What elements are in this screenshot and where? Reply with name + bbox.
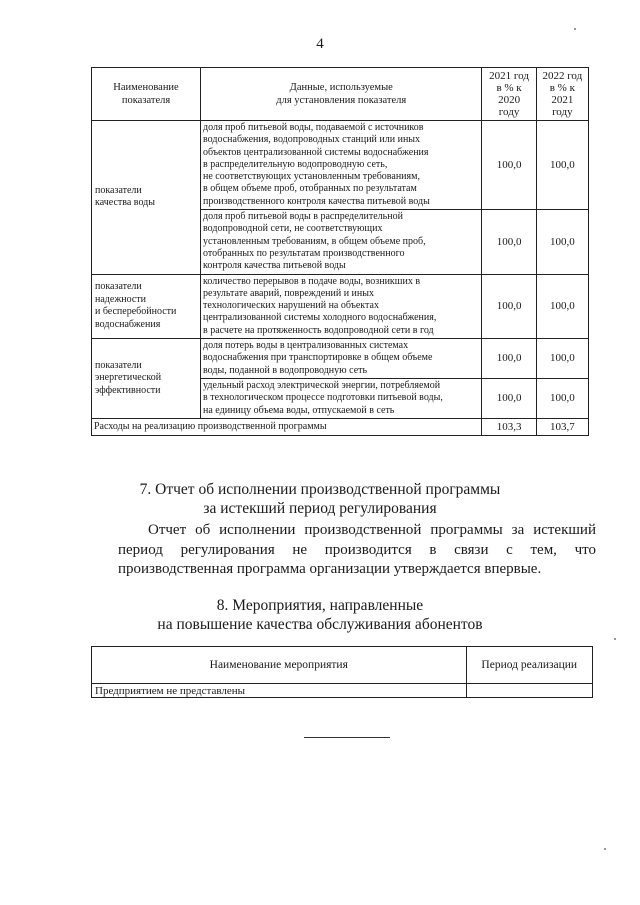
desc-line: воды, поданной в водопроводную сеть [203,364,368,376]
header-line: для установления показателя [276,95,407,106]
value-2021: 100,0 [482,339,536,379]
table-row [92,121,589,210]
group-name-energy-efficiency [92,339,201,419]
table-row [92,339,589,379]
value-2022: 100,0 [536,339,588,379]
group-name-line: водоснабжения [95,318,161,330]
section-7-heading [0,480,640,518]
header-indicator-name [92,68,201,121]
header-line: 2022 год [542,70,583,82]
header-line: 2021 [551,94,574,106]
desc-line: доля проб питьевой воды, подаваемой с источников [203,122,424,133]
desc-line: водоснабжения при транспортировке в общем объеме [203,352,433,364]
row-description [201,339,482,379]
desc-line: доля проб питьевой воды в распределительной [203,211,403,223]
desc-line: производственного контроля качества питьевой воды [203,195,430,207]
header-line: в % к [549,82,575,94]
group-name-line: энергетической [95,372,162,384]
table-row [92,274,589,338]
group-name-line: и бесперебойности [95,306,177,318]
page-number: 4 [316,36,324,52]
desc-line: объектов централизованной системы водоснабжения [203,146,429,158]
row-description [201,121,482,210]
group-name-water-quality [92,121,201,275]
total-row [92,418,589,435]
table-header-row [92,68,589,121]
table-header-row [92,647,593,684]
desc-line: контроля качества питьевой воды [203,260,346,272]
header-2022 [536,68,588,121]
row-description [201,210,482,274]
header-line: показателя [121,95,171,106]
group-name-reliability [92,274,201,338]
measure-cell: Предприятием не представлены [92,684,467,698]
group-name-line: показатели [95,281,142,293]
total-2022: 103,7 [536,418,588,435]
desc-line: на единицу объема воды, отпускаемой в сеть [203,404,395,416]
value-2021: 100,0 [482,274,536,338]
value-2022: 100,0 [536,378,588,418]
value-2022: 100,0 [536,274,588,338]
header-line: 2021 год [489,70,529,82]
section-7-text: Отчет об исполнении производственной программы за истекший период регулирования не производится в связи с тем, что производственная программа организации утверждается впервые. [118,522,596,577]
desc-line: доля потерь воды в централизованных системах [203,340,409,352]
header-2021 [482,68,536,121]
header-line: в % к [496,82,522,94]
heading-line: 7. Отчет об исполнении производственной программы [139,481,501,498]
total-2021: 103,3 [482,418,536,435]
section-8-heading [0,596,640,634]
measures-table [91,646,593,698]
header-line: Данные, используемые [289,82,393,93]
value-2022: 100,0 [536,210,588,274]
group-name-line: показатели [95,359,142,371]
scan-speck [574,28,576,30]
desc-line: технологических нарушений на объектах [203,300,379,312]
desc-line: в расчете на протяженность водопроводной сети в год [203,324,434,336]
table-row [92,684,593,698]
desc-line: водопроводной сети, не соответствующих [203,223,383,235]
desc-line: количество перерывов в подаче воды, возникших в [203,275,421,287]
group-name-line: эффективности [95,384,161,396]
heading-line: за истекший период регулирования [203,500,437,517]
desc-line: в общем объеме проб, отобранных по результатам [203,183,417,195]
period-cell [466,684,592,698]
desc-line: в распределительную водопроводную сеть, [203,158,388,170]
scan-speck [604,848,606,850]
desc-line: не соответствующих установленным требованиям, [203,171,420,183]
total-label: Расходы на реализацию производственной программы [92,418,482,435]
value-2022: 100,0 [536,121,588,210]
header-measure-name: Наименование мероприятия [92,647,467,684]
scan-speck [614,638,616,640]
header-line: году [552,106,573,118]
group-name-line: качества воды [95,197,155,209]
group-name-line: надежности [95,293,146,305]
group-name-line: показатели [95,184,142,196]
closing-rule [304,737,390,738]
desc-line: централизованной системы холодного водоснабжения, [203,312,437,324]
desc-line: водоснабжения, водопроводных станций или иных [203,134,421,146]
desc-line: установленным требованиям, в общем объеме проб, [203,235,426,247]
header-period: Период реализации [466,647,592,684]
desc-line: отобранных по результатам производственного [203,247,405,259]
row-description [201,378,482,418]
row-description [201,274,482,338]
header-data-used [201,68,482,121]
heading-line: на повышение качества обслуживания абонентов [157,616,483,633]
heading-line: 8. Мероприятия, направленные [216,597,424,614]
header-line: 2020 [498,94,521,106]
value-2021: 100,0 [482,210,536,274]
indicators-table [91,67,589,436]
value-2021: 100,0 [482,121,536,210]
desc-line: результате аварий, повреждений и иных [203,287,374,299]
header-line: Наименование [113,82,179,93]
header-line: году [498,106,520,118]
desc-line: в технологическом процессе подготовки питьевой воды, [203,392,443,404]
value-2021: 100,0 [482,378,536,418]
desc-line: удельный расход электрической энергии, потребляемой [203,379,441,391]
